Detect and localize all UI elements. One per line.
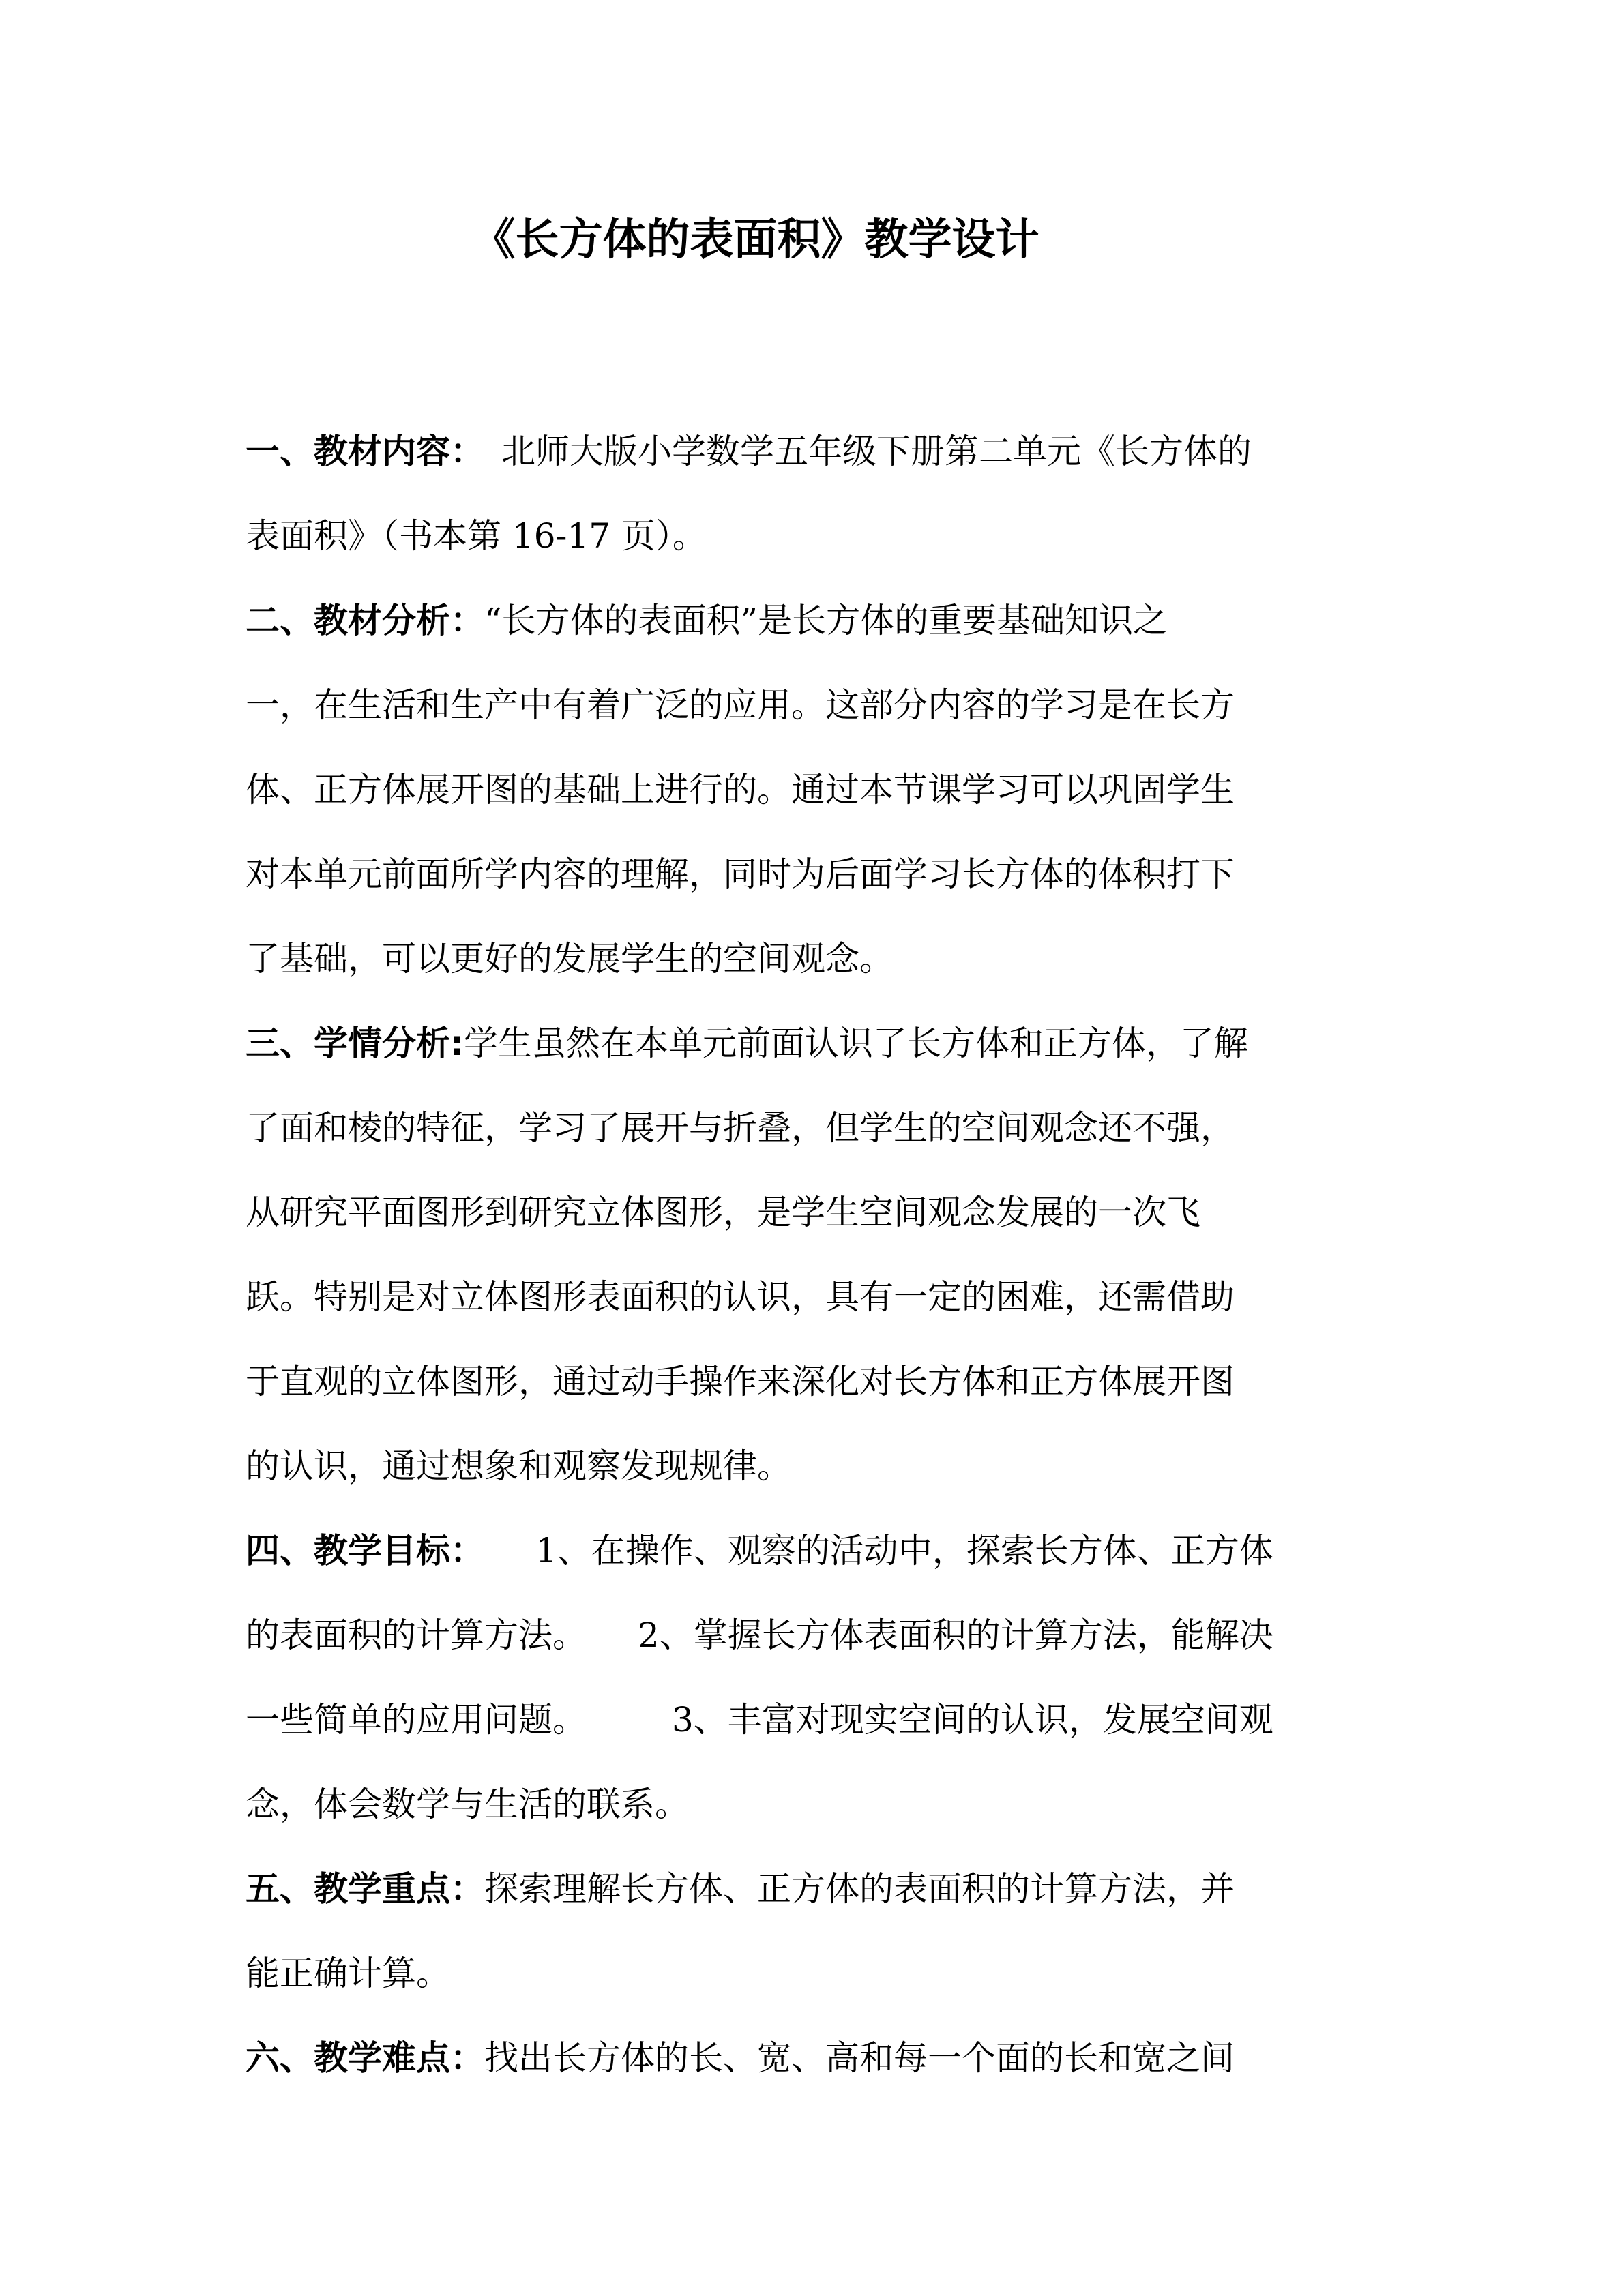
section-2-text-3: 体、正方体展开图的基础上进行的。通过本节课学习可以巩固学生 [246, 770, 1235, 809]
section-1-label: 一、教材内容： [246, 432, 467, 471]
section-4-text-2: 的表面积的计算方法。 2、掌握长方体表面积的计算方法，能解决 [246, 1615, 1273, 1655]
section-4-line-2 [246, 1601, 1391, 1669]
section-2-label: 二、教材分析： [246, 601, 484, 640]
section-3-line-2 [246, 1094, 1391, 1162]
section-3-line-6 [246, 1432, 1391, 1500]
section-5-text-2: 能正确计算。 [246, 1954, 450, 1993]
section-4-line-3 [246, 1686, 1391, 1754]
section-3-line-3 [246, 1178, 1391, 1247]
section-1-text-2: 表面积》（书本第 16-17 页）。 [246, 516, 707, 556]
section-2-text-1: “长方体的表面积”是长方体的重要基础知识之 [484, 601, 1168, 640]
document-title: 《长方体的表面积》教学设计 [471, 214, 1039, 265]
section-3-text-5: 于直观的立体图形，通过动手操作来深化对长方体和正方体展开图 [246, 1362, 1235, 1401]
section-3-line-5 [246, 1347, 1391, 1416]
section-4-line-4 [246, 1770, 1391, 1838]
section-3-text-4: 跃。特别是对立体图形表面积的认识，具有一定的困难，还需借助 [246, 1277, 1235, 1317]
section-4-text-1: 1、在操作、观察的活动中，探索长方体、正方体 [467, 1531, 1273, 1570]
section-6-line-1 [246, 2024, 1391, 2092]
section-4-label: 四、教学目标： [246, 1531, 467, 1570]
section-4-text-4: 念，体会数学与生活的联系。 [246, 1785, 689, 1824]
section-3-line-4 [246, 1263, 1391, 1331]
section-3-line-1 [246, 1009, 1391, 1077]
section-5-label: 五、教学重点： [246, 1869, 484, 1909]
section-2-text-2: 一，在生活和生产中有着广泛的应用。这部分内容的学习是在长方 [246, 685, 1235, 725]
section-1-line-1 [246, 417, 1391, 486]
section-2-line-5 [246, 925, 1391, 993]
section-6-text-1: 找出长方体的长、宽、高和每一个面的长和宽之间 [484, 2038, 1235, 2078]
section-3-text-1: 学生虽然在本单元前面认识了长方体和正方体，了解 [464, 1024, 1248, 1063]
section-3-text-6: 的认识，通过想象和观察发现规律。 [246, 1446, 791, 1486]
section-1-line-2 [246, 502, 1391, 570]
section-1-text-1: 北师大版小学数学五年级下册第二单元《长方体的 [467, 432, 1252, 471]
section-2-text-5: 了基础，可以更好的发展学生的空间观念。 [246, 939, 894, 979]
section-2-text-4: 对本单元前面所学内容的理解，同时为后面学习长方体的体积打下 [246, 854, 1235, 894]
section-4-text-3: 一些简单的应用问题。 3、丰富对现实空间的认识，发展空间观 [246, 1700, 1273, 1740]
section-2-line-3 [246, 756, 1391, 824]
section-2-line-2 [246, 671, 1391, 739]
section-4-line-1 [246, 1517, 1391, 1585]
section-2-line-4 [246, 840, 1391, 908]
section-3-text-3: 从研究平面图形到研究立体图形，是学生空间观念发展的一次飞 [246, 1193, 1200, 1232]
section-5-line-2 [246, 1939, 1391, 2008]
section-5-text-1: 探索理解长方体、正方体的表面积的计算方法，并 [484, 1869, 1235, 1909]
section-3-text-2: 了面和棱的特征，学习了展开与折叠，但学生的空间观念还不强， [246, 1108, 1235, 1148]
section-6-label: 六、教学难点： [246, 2038, 484, 2078]
section-3-label: 三、学情分析: [246, 1024, 464, 1063]
section-5-line-1 [246, 1855, 1391, 1923]
section-2-line-1 [246, 586, 1391, 655]
